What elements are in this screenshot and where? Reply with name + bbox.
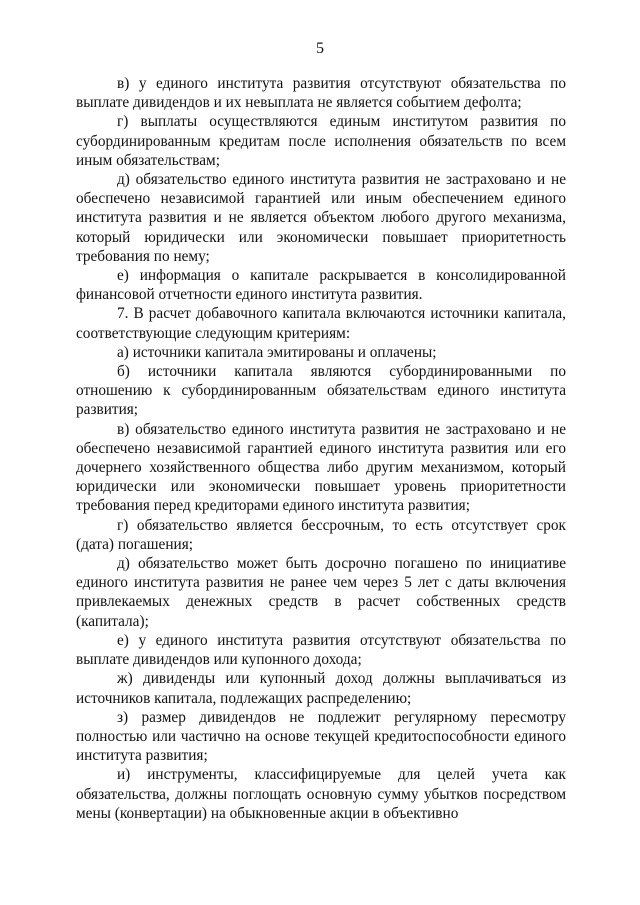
paragraph: а) источники капитала эмитированы и оплачены;: [117, 343, 437, 361]
paragraph: в) у единого института развития отсутствуют обязательства по выплате дивидендов и их невыплата не является событием дефолта;: [76, 75, 566, 112]
paragraph: з) размер дивидендов не подлежит регулярному пересмотру полностью или частично на основе текущей кредитоспособности единого института развития;: [76, 708, 566, 765]
paragraph: 7. В расчет добавочного капитала включаются источники капитала, соответствующие следующим критериям:: [76, 305, 566, 342]
paragraph: е) информация о капитале раскрывается в консолидированной финансовой отчетности единого института развития.: [76, 267, 566, 304]
page-number: 5: [316, 40, 324, 57]
paragraph: д) обязательство может быть досрочно погашено по инициативе единого института развития не ранее чем через 5 лет с даты включения привлекаемых денежных средств в расчет собственных средств (капитала);: [76, 555, 566, 630]
paragraph: и) инструменты, классифицируемые для целей учета как обязательства, должны поглощать основную сумму убытков посредством мены (конвертации) на обыкновенные акции в объективно: [76, 766, 566, 822]
paragraph: г) выплаты осуществляются единым институтом развития по субординированным кредитам после исполнения обязательств по всем иным обязательствам;: [76, 113, 566, 169]
paragraph: ж) дивиденды или купонный доход должны выплачиваться из источников капитала, подлежащих распределению;: [76, 670, 566, 707]
paragraph: в) обязательство единого института развития не застраховано и не обеспечено независимой гарантией единого института развития или его дочернего хозяйственного общества либо другим механизмом, который юридически или экономически повышает уровень приоритетности требования перед кредиторами единого института развития;: [76, 420, 566, 515]
paragraph: г) обязательство является бессрочным, то есть отсутствует срок (дата) погашения;: [76, 516, 566, 553]
paragraph: д) обязательство единого института развития не застраховано и не обеспечено независимой гарантией или иным обеспечением единого института развития и не является объектом любого другого механизма, который юридически или экономически повышает приоритетность требования по нему;: [76, 171, 566, 265]
document-body: [76, 74, 566, 823]
paragraph: е) у единого института развития отсутствуют обязательства по выплате дивидендов или купонного дохода;: [76, 631, 566, 669]
paragraph: б) источники капитала являются субординированными по отношению к субординированным обязательствам единого института развития;: [76, 363, 566, 419]
